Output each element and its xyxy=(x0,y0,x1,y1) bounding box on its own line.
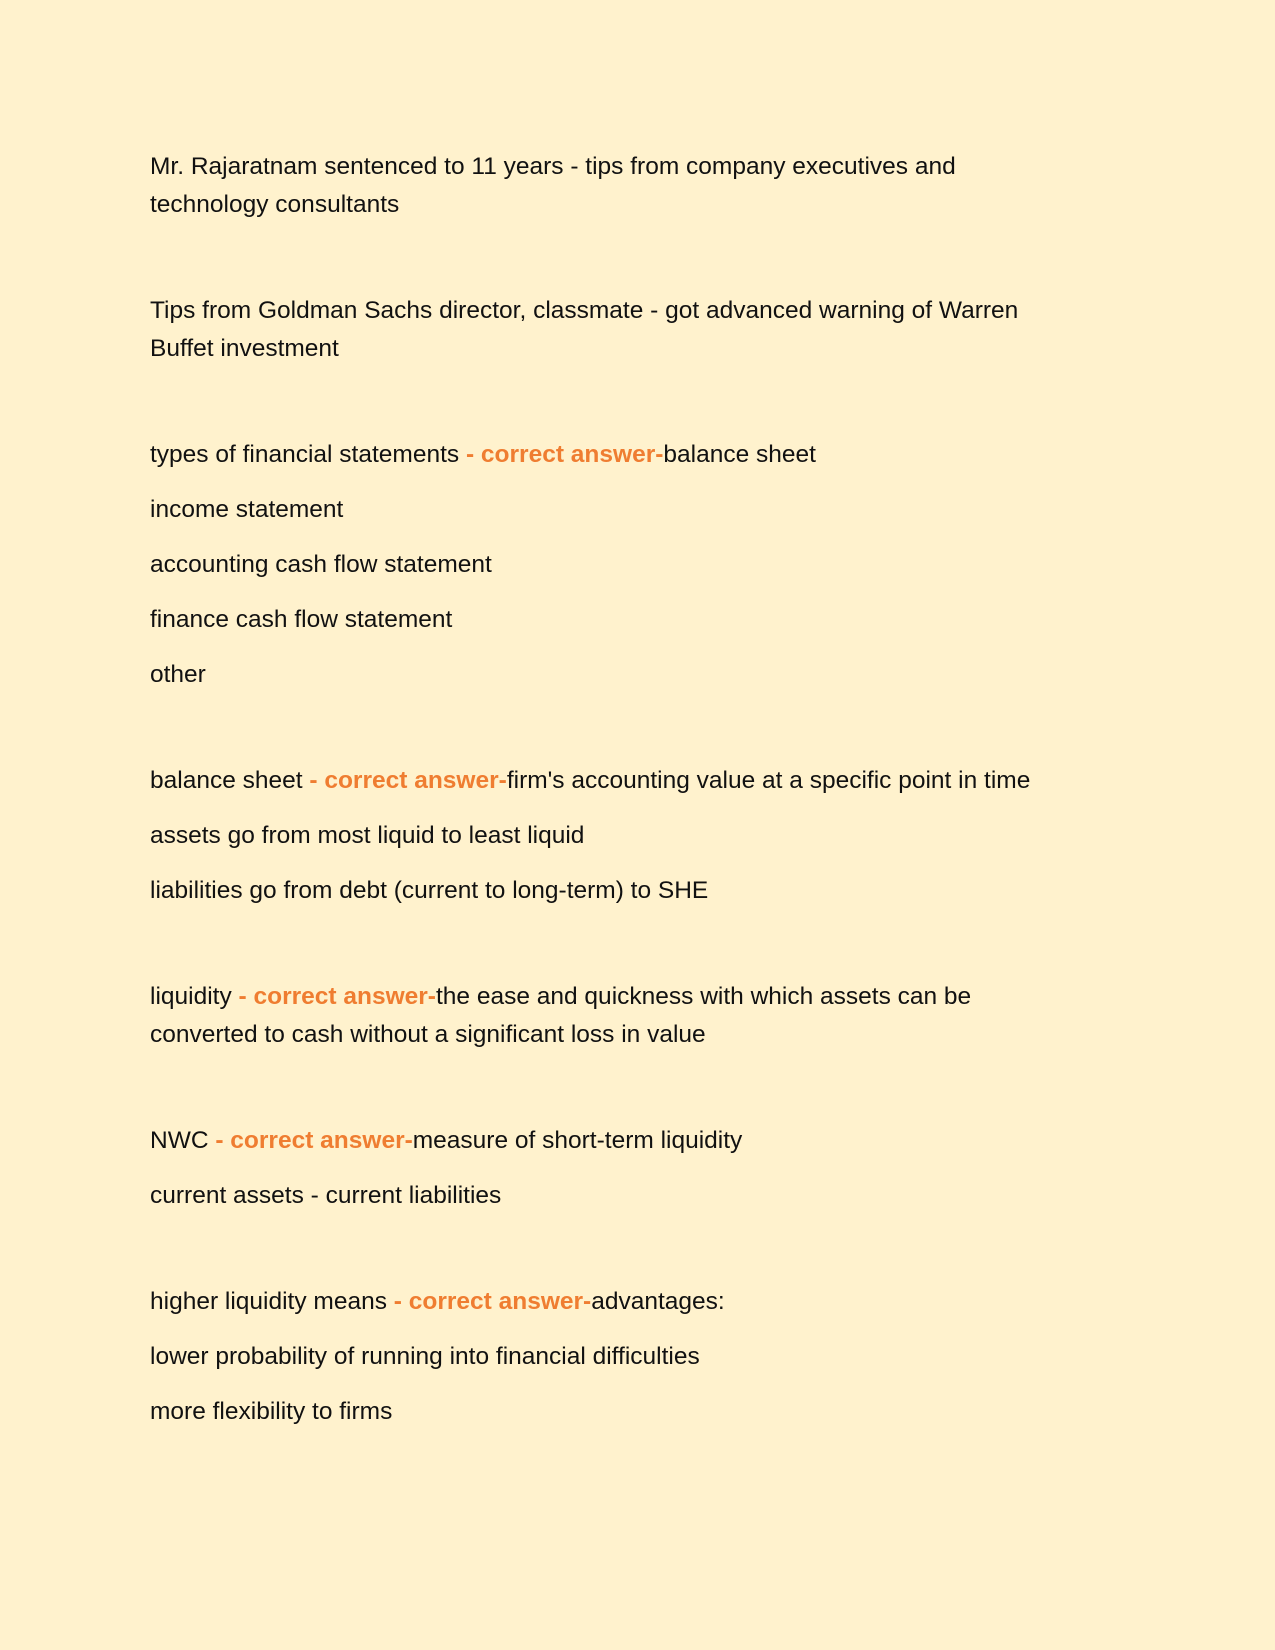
flashcard-answer-line: finance cash flow statement xyxy=(150,606,453,633)
flashcard-higher-liquidity xyxy=(150,1283,1130,1431)
flashcard-answer: the ease and quickness with which assets can be converted to cash without a significant loss in value xyxy=(150,983,972,1048)
flashcard-answer-line: income statement xyxy=(150,496,344,523)
flashcard-balance-sheet xyxy=(150,762,1130,910)
correct-answer-marker: - correct answer- xyxy=(393,1288,592,1315)
flashcard-question-line xyxy=(150,436,1130,474)
flashcard-question-line xyxy=(150,762,1130,800)
flashcard-term: NWC xyxy=(150,1127,216,1154)
flashcard-term: higher liquidity means xyxy=(150,1288,394,1315)
flashcard-answer-line: liabilities go from debt (current to long-term) to SHE xyxy=(150,877,709,904)
flashcard-question-line xyxy=(150,1283,1130,1321)
intro-paragraph-1 xyxy=(150,148,1130,224)
flashcard-question-line xyxy=(150,978,1030,1054)
flashcard-term: types of financial statements xyxy=(150,441,466,468)
flashcard-answer-line: other xyxy=(150,661,206,688)
intro-text: Tips from Goldman Sachs director, classmate - got advanced warning of Warren Buffet investment xyxy=(150,297,1019,362)
flashcard-answer-line: accounting cash flow statement xyxy=(150,551,492,578)
intro-text: Mr. Rajaratnam sentenced to 11 years - tips from company executives and technology consultants xyxy=(150,153,956,218)
flashcard-nwc xyxy=(150,1122,1130,1215)
flashcard-answer-line: assets go from most liquid to least liquid xyxy=(150,822,585,849)
flashcard-answer-line: more flexibility to firms xyxy=(150,1398,393,1425)
correct-answer-marker: - correct answer- xyxy=(238,983,436,1010)
flashcard-answer: firm's accounting value at a specific point in time xyxy=(506,767,1031,794)
flashcard-financial-statements xyxy=(150,436,1130,694)
flashcard-answer-line: current assets - current liabilities xyxy=(150,1182,502,1209)
flashcard-answer: balance sheet xyxy=(663,441,816,468)
correct-answer-marker: - correct answer- xyxy=(215,1127,413,1154)
flashcard-term: balance sheet xyxy=(150,767,310,794)
flashcard-answer: advantages: xyxy=(591,1288,725,1315)
flashcard-answer: measure of short-term liquidity xyxy=(412,1127,743,1154)
intro-paragraph-2 xyxy=(150,292,1130,368)
correct-answer-marker: - correct answer- xyxy=(309,767,507,794)
flashcard-question-line xyxy=(150,1122,1130,1160)
flashcard-answer-line: lower probability of running into financial difficulties xyxy=(150,1343,700,1370)
document-page xyxy=(150,148,1130,1499)
flashcard-liquidity xyxy=(150,978,1130,1054)
correct-answer-marker: - correct answer- xyxy=(465,441,664,468)
flashcard-term: liquidity xyxy=(150,983,239,1010)
